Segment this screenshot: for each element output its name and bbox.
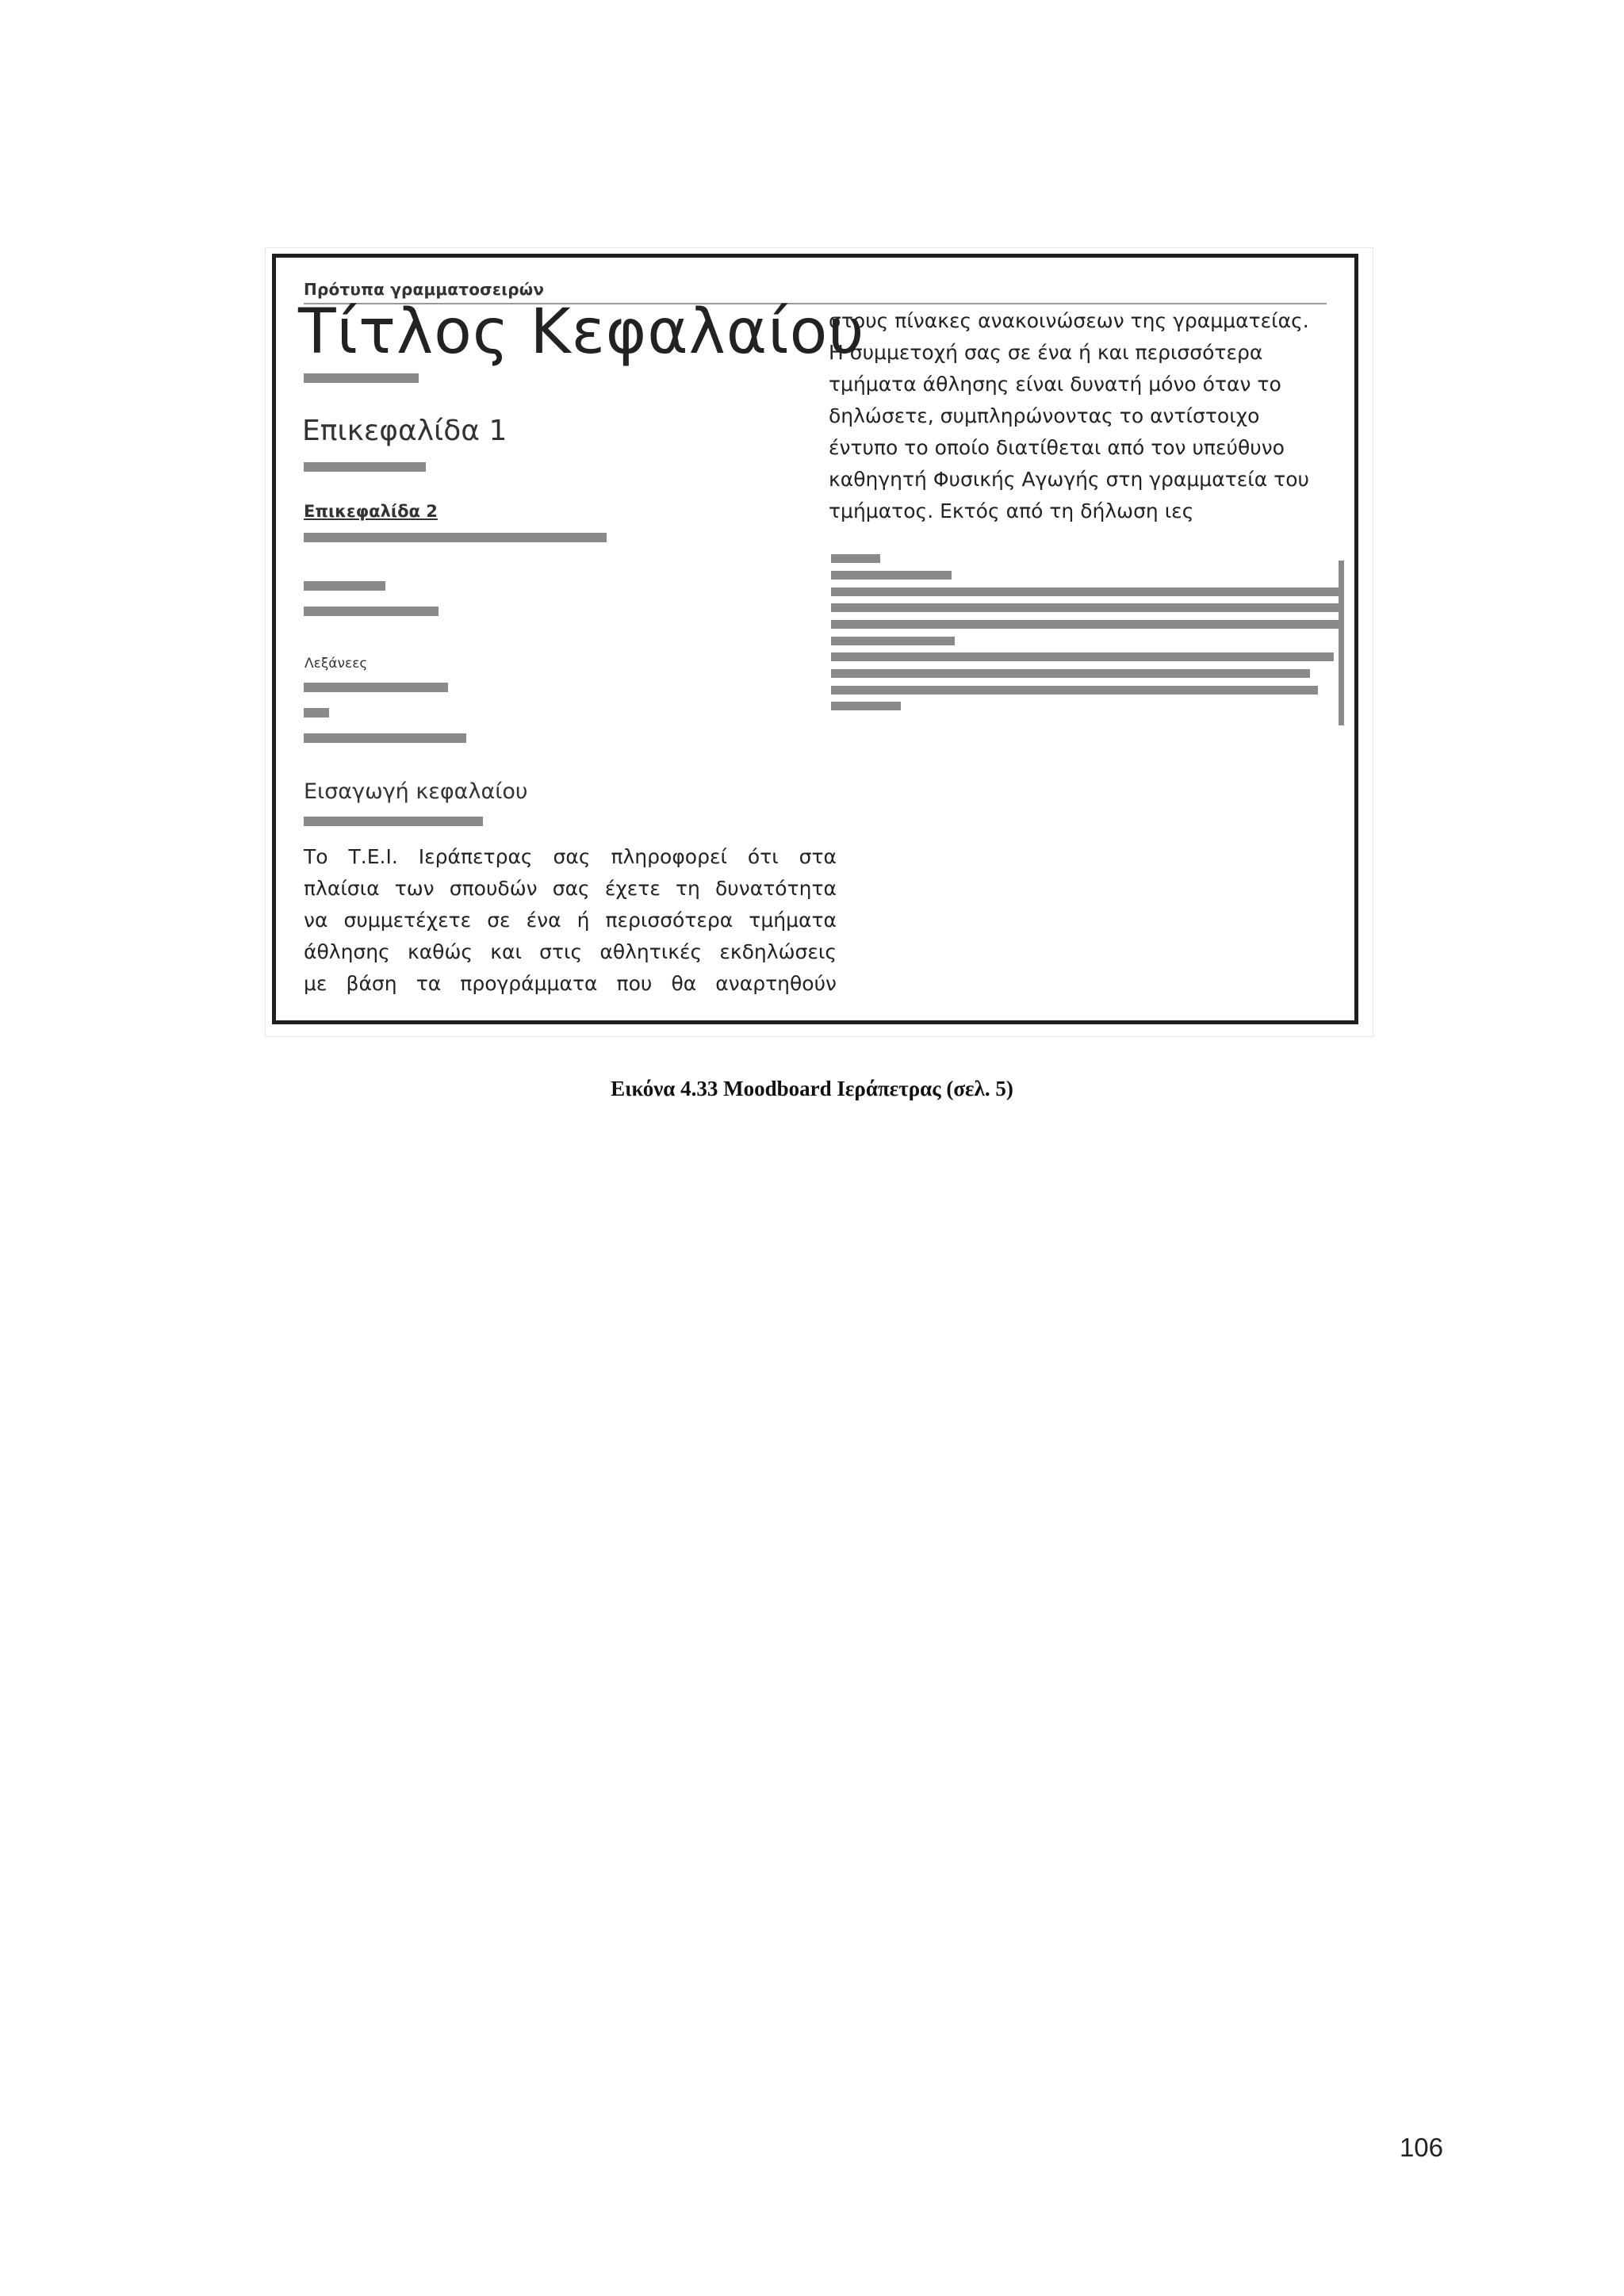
placeholder-bar: [304, 733, 466, 743]
placeholder-bar: [831, 652, 1334, 661]
placeholder-bar: [831, 669, 1310, 678]
intro-line: να συμμετέχετε σε ένα ή περισσότερα τμήματα: [304, 909, 837, 932]
placeholder-bar: [304, 607, 439, 616]
placeholder-bar: [831, 637, 955, 645]
heading-1: Επικεφαλίδα 1: [302, 415, 508, 447]
page-number: 106: [1399, 2133, 1443, 2162]
figure-caption: Εικόνα 4.33 Moodboard Ιεράπετρας (σελ. 5): [611, 1077, 1013, 1100]
intro-paragraph: [304, 841, 837, 1000]
intro-line: Το Τ.Ε.Ι. Ιεράπετρας σας πληροφορεί ότι στα: [304, 845, 837, 868]
placeholder-bar: [831, 620, 1342, 629]
placeholder-bar: [304, 708, 329, 718]
right-column-paragraph: [829, 305, 1336, 527]
placeholder-bar: [304, 817, 483, 826]
intro-line: με βάση τα προγράμματα που θα αναρτηθούν: [304, 972, 837, 995]
right-line: δηλώσετε, συμπληρώνοντας το αντίστοιχο: [829, 404, 1260, 427]
placeholder-bar: [304, 373, 419, 383]
placeholder-bar: [304, 533, 607, 542]
placeholder-bar: [831, 686, 1318, 695]
placeholder-bar: [304, 683, 448, 692]
heading-2: Επικεφαλίδα 2: [304, 502, 438, 521]
intro-heading: Εισαγωγή κεφαλαίου: [304, 779, 528, 804]
chapter-title: Τίτλος Κεφαλαίου: [298, 297, 865, 368]
placeholder-bar: [831, 554, 880, 563]
placeholder-bar: [831, 587, 1342, 596]
placeholder-bar: [831, 603, 1342, 612]
placeholder-bar: [304, 581, 385, 591]
moodboard-figure: [272, 254, 1358, 1024]
right-line: καθηγητή Φυσικής Αγωγής στη γραμματεία του: [829, 468, 1309, 491]
lexicon-label: Λεξάνεες: [304, 656, 368, 672]
right-line: στους πίνακες ανακοινώσεων της γραμματείας.: [829, 309, 1309, 332]
placeholder-bar: [304, 462, 426, 472]
placeholder-bar: [831, 702, 901, 710]
vertical-rule: [1339, 561, 1344, 725]
right-line: τμήματα άθλησης είναι δυνατή μόνο όταν το: [829, 373, 1281, 396]
right-line: έντυπο το οποίο διατίθεται από τον υπεύθυνο: [829, 436, 1285, 459]
intro-line: άθλησης καθώς και στις αθλητικές εκδηλώσεις: [304, 940, 837, 963]
placeholder-bar: [831, 571, 952, 580]
intro-line: πλαίσια των σπουδών σας έχετε τη δυνατότητα: [304, 877, 837, 900]
figure-label: Πρότυπα γραμματοσειρών: [304, 280, 545, 299]
right-line: Η συμμετοχή σας σε ένα ή και περισσότερα: [829, 341, 1263, 364]
right-line: τμήματος. Εκτός από τη δήλωση ιες: [829, 499, 1194, 522]
